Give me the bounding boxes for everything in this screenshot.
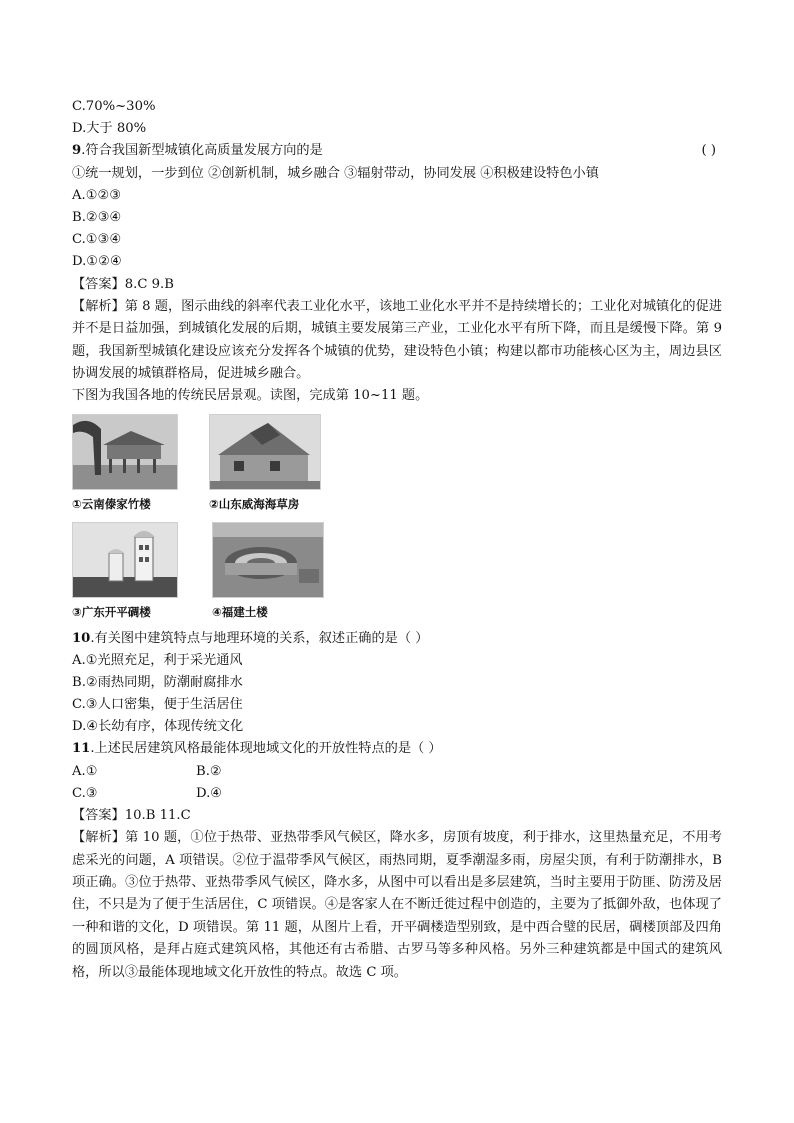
seaweed-house-image: [209, 414, 321, 490]
analysis-label: 【解析】: [72, 830, 126, 846]
question-9-statements: ①统一规划，一步到位 ②创新机制，城乡融合 ③辐射带动，协同发展 ④积极建设特色小镇: [72, 165, 599, 181]
option-c-q8: C.70%~30%: [72, 99, 156, 114]
photo-caption: ②山东威海海草房: [209, 496, 300, 511]
photo-caption: ④福建土楼: [212, 604, 268, 619]
options-row-ab: [72, 761, 722, 783]
option-a: A.①: [72, 763, 98, 779]
answer-text: 8.C 9.B: [124, 276, 174, 292]
question-10: [72, 628, 722, 650]
option-c: C.①③④: [72, 232, 122, 248]
question-number: 11: [72, 741, 91, 757]
photo-seaweed-house: [209, 414, 321, 512]
dai-bamboo-house-image: [72, 414, 178, 490]
question-9: [72, 140, 722, 162]
analysis-label: 【解析】: [72, 298, 125, 314]
photo-caption: ①云南傣家竹楼: [72, 496, 151, 511]
option-d: D.④长幼有序，体现传统文化: [72, 719, 244, 735]
option-b: B.②: [196, 763, 222, 779]
answer-block: [72, 805, 722, 827]
answer-label: 【答案】: [72, 808, 125, 823]
option-c: C.③人口密集，便于生活居住: [72, 697, 243, 713]
analysis-block: [72, 827, 722, 984]
question-11: [72, 738, 722, 760]
option-a: A.①②③: [72, 187, 122, 203]
option-b: B.②③④: [72, 209, 122, 225]
photo-dai-bamboo-house: [72, 414, 178, 512]
option-d: D.①②④: [72, 254, 122, 270]
photo-kaiping-diaolou: [72, 522, 178, 620]
question-stem: .符合我国新型城镇化高质量发展方向的是: [81, 143, 323, 159]
analysis-text: 第 10 题，①位于热带、亚热带季风气候区，降水多，房顶有坡度，利于排水，这里热量充足，不用考虑采光的问题，A 项错误。②位于温带季风气候区，雨热同期，夏季潮湿多雨，房屋尖顶，有利于防潮排水，B 项正确。③位于热带、亚热带季风气候区，降水多，从图中可以看出是多层建筑，当时主要用于防匪、防涝及居住，不只是为了便于生活居住，C 项错误。④是客家人在不断迁徙过程中创造的，主要为了抵御外敌，也体现了一种和谐的文化，D 项错误。第 11 题，从图片上看，开平碉楼造型别致，是中西合璧的民居，碉楼顶部及四角的圆顶风格，是拜占庭式建筑风格，其他还有古希腊、古罗马等多种风格。另外三种建筑都是中国式的建筑风格，所以③最能体现地域文化开放性的特点。故选 C 项。: [72, 830, 722, 980]
fujian-tulou-image: [212, 522, 324, 598]
photo-grid: [72, 414, 722, 628]
analysis-block: [72, 296, 722, 386]
kaiping-diaolou-image: [72, 522, 178, 598]
option-d: D.④: [196, 785, 223, 801]
question-stem: .有关图中建筑特点与地理环境的关系，叙述正确的是（ ）: [90, 630, 429, 646]
figure-intro: 下图为我国各地的传统民居景观。读图，完成第 10~11 题。: [72, 388, 429, 404]
analysis-text: 第 8 题，图示曲线的斜率代表工业化水平，该地工业化水平并不是持续增长的；工业化对城镇化的促进并不是日益加强，到城镇化发展的后期，城镇主要发展第三产业，工业化水平有所下降，而且是缓慢下降。第 9 题，我国新型城镇化建设应该充分发挥各个城镇的优势，建设特色小镇；构建以都市功能核心区为主，周边县区协调发展的城镇群格局，促进城乡融合。: [72, 298, 723, 381]
exam-page: [72, 96, 722, 984]
answer-block: [72, 274, 722, 296]
photo-caption: ③广东开平碉楼: [72, 604, 151, 619]
answer-blank: ( ): [701, 143, 716, 159]
question-number: 10: [72, 630, 91, 646]
question-stem: .上述民居建筑风格最能体现地域文化的开放性特点的是（ ）: [90, 741, 442, 757]
answer-label: 【答案】: [72, 276, 125, 292]
photo-fujian-tulou: [212, 522, 324, 620]
option-a: A.①光照充足，利于采光通风: [72, 652, 243, 668]
question-number: 9: [72, 143, 82, 159]
options-row-cd: [72, 783, 722, 805]
option-d-q8: D.大于 80%: [72, 121, 147, 137]
answer-text: 10.B 11.C: [124, 808, 191, 823]
option-c: C.③: [72, 785, 98, 801]
option-b: B.②雨热同期，防潮耐腐排水: [72, 674, 243, 690]
